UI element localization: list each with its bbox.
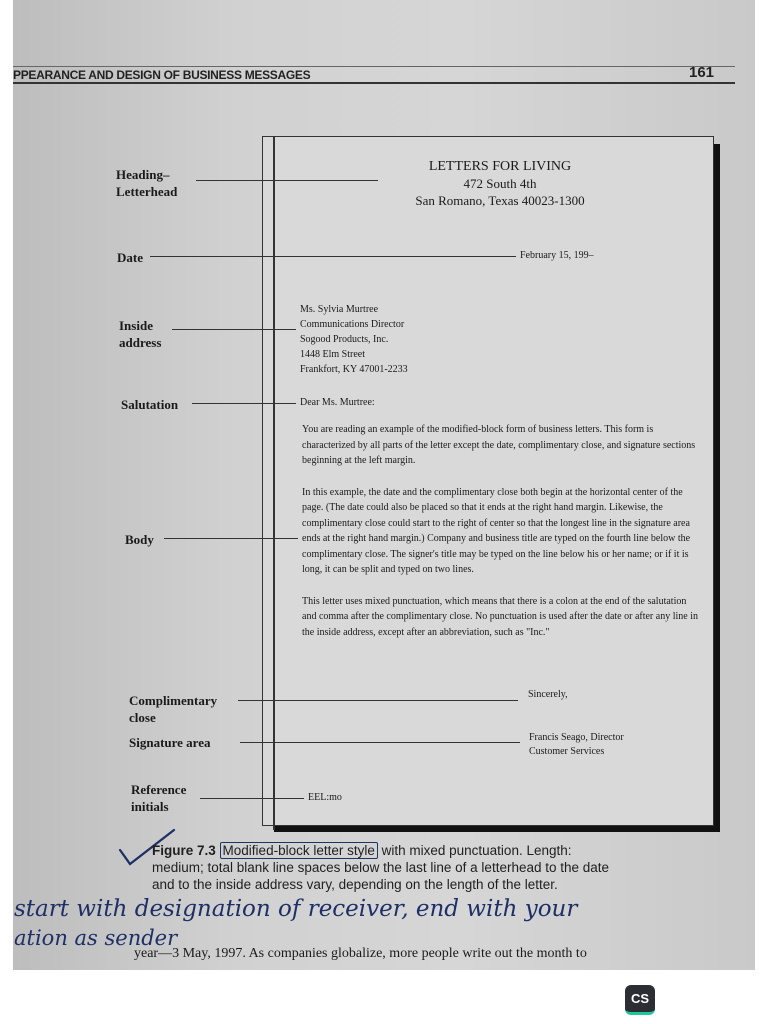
inside-address: Ms. Sylvia Murtree Communications Director Sogood Products, Inc. 1448 Elm Street Frankfort, KY 47001-2233 [300, 304, 408, 375]
caption-boxed-phrase: Modified-block letter style [220, 842, 378, 859]
header-rule-thin [13, 66, 735, 67]
letterhead-city: San Romano, Texas 40023-1300 [415, 193, 585, 208]
signature-block: Francis Seago, Director Customer Services [529, 732, 624, 757]
body-paragraph: This letter uses mixed punctuation, which means that there is a colon at the end of the salutation and comma after the complimentary close. No punctuation is used after the date or after any line in the inside address, except after an abbreviation, such as "Inc." [302, 595, 698, 638]
body-paragraph: You are reading an example of the modified-block form of business letters. This form is characterized by all parts of the letter except the date, complimentary close, and signature sections beginning at the left margin. [302, 424, 696, 466]
leader-reference-initials [200, 798, 304, 799]
label-salutation: Salutation [121, 397, 179, 412]
leader-salutation [192, 403, 296, 404]
leader-complimentary-close [238, 700, 518, 701]
label-reference-initials: Reference initials [131, 782, 187, 814]
caption-line-1: Figure 7.3 Modified-block letter style with mixed punctuation. Length: [152, 843, 572, 858]
letter-body [302, 422, 700, 640]
leader-signature-area [240, 742, 520, 743]
letterhead [380, 158, 620, 209]
leader-inside-address [172, 329, 296, 330]
caption-line-2: medium; total blank line spaces below the last line of a letterhead to the date [152, 860, 610, 875]
letter-date: February 15, 199– [520, 250, 594, 261]
label-body: Body [125, 532, 154, 547]
handwritten-note-line-1: start with designation of receiver, end with your [14, 896, 578, 922]
figure-number: Figure 7.3 [152, 843, 216, 858]
label-heading: Heading– Letterhead [116, 167, 178, 199]
page-number: 161 [689, 64, 715, 81]
letter-salutation: Dear Ms. Murtree: [300, 397, 375, 408]
letterhead-street: 472 South 4th [463, 176, 537, 191]
reference-initials: EEL:mo [308, 792, 342, 803]
leader-date [150, 256, 516, 257]
complimentary-close: Sincerely, [528, 689, 568, 700]
camscanner-logo-icon[interactable]: CS [625, 985, 655, 1015]
header-rule [13, 82, 735, 84]
left-margin-line [273, 136, 275, 830]
running-head: PPEARANCE AND DESIGN OF BUSINESS MESSAGES [13, 68, 311, 82]
label-complimentary-close: Complimentary close [129, 693, 218, 725]
leader-body [164, 538, 298, 539]
letterhead-company: LETTERS FOR LIVING [428, 159, 572, 174]
label-inside-address: Inside address [119, 318, 162, 350]
leader-heading [196, 180, 378, 181]
caption-line-3: and to the inside address vary, depending on the length of the letter. [152, 877, 558, 892]
body-paragraph: In this example, the date and the complimentary close both begin at the horizontal center of the page. (The date could also be placed so that it ends at the right hand margin. Likewise, the complimentary close could start to the right of center so that the longest line in the signature area ends at the right hand margin.) Company and business title are typed on the fourth line below the complimentary close. The signer's title may be typed on the line below his or her name; or if it is long, it can be split and typed on two lines. [302, 486, 691, 575]
handwritten-note-line-2: ation as sender [14, 926, 178, 950]
next-paragraph-text: year—3 May, 1997. As companies globalize, more people write out the month to [134, 946, 587, 961]
figure-caption [152, 842, 712, 893]
label-date: Date [117, 250, 143, 265]
label-signature-area: Signature area [129, 735, 211, 750]
